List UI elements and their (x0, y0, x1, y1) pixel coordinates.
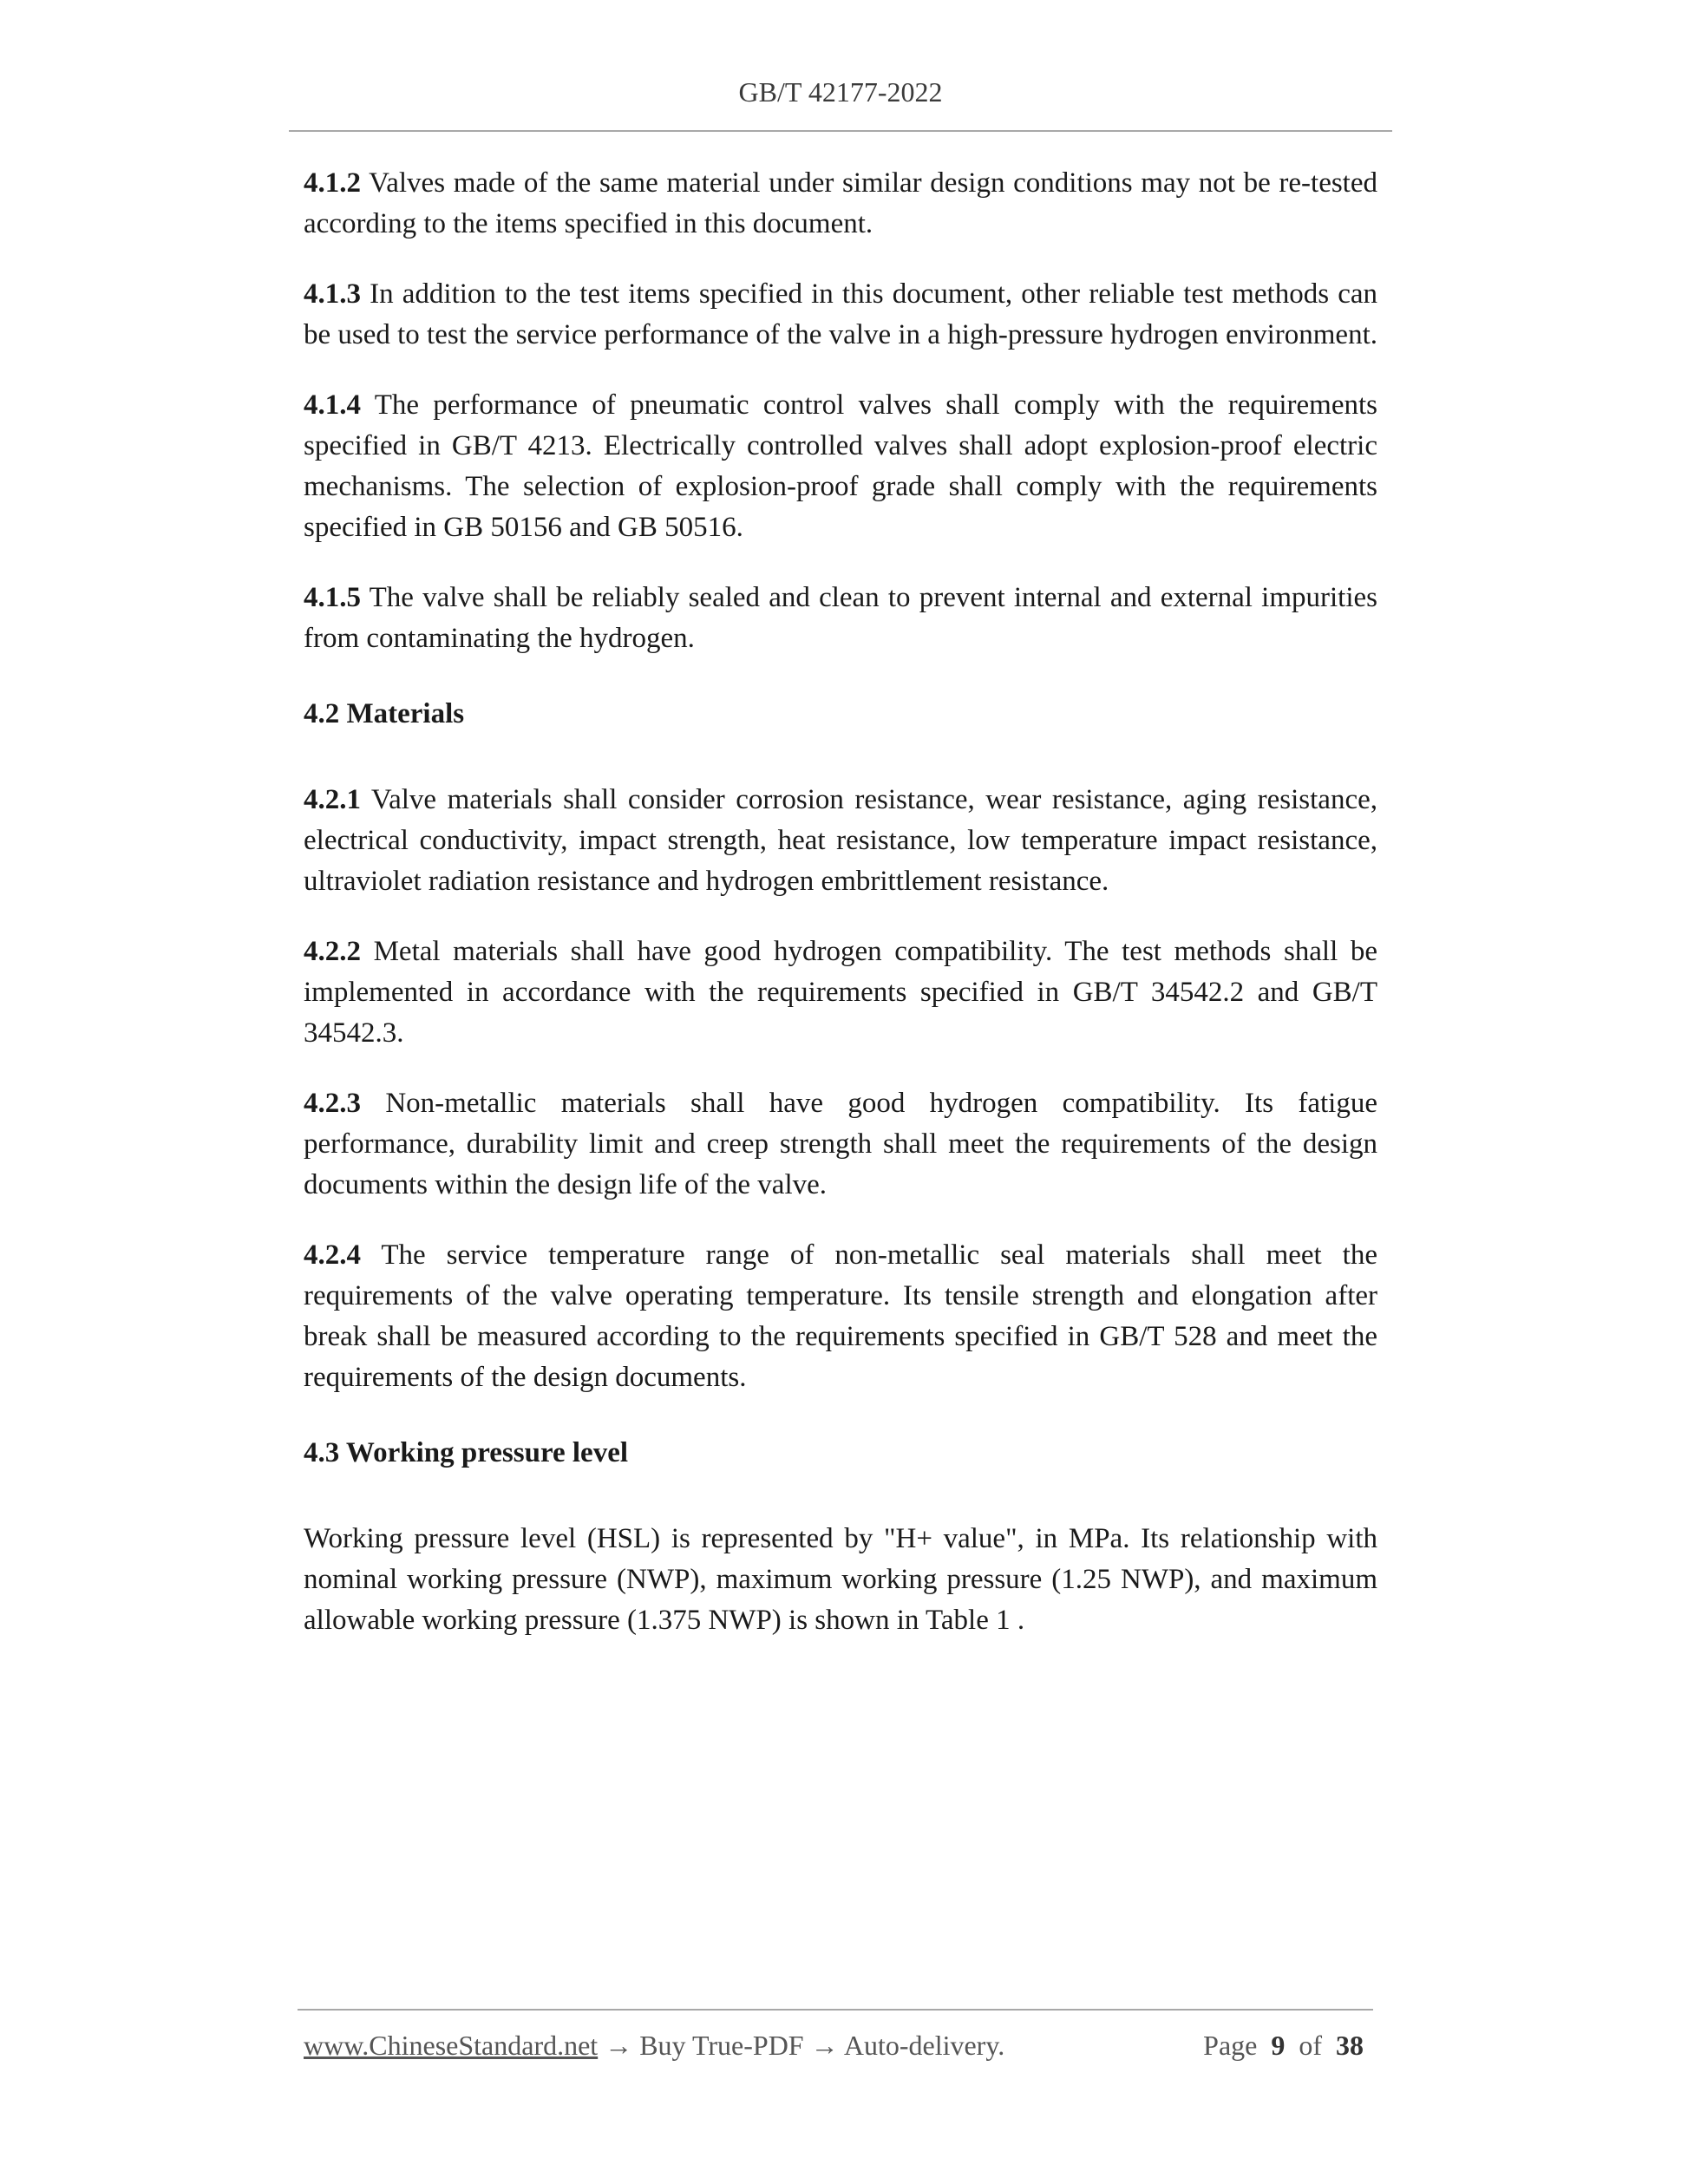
clause-4-2-3 (304, 1083, 1377, 1206)
clause-4-1-3 (304, 274, 1377, 356)
clause-text: Metal materials shall have good hydrogen compatibility. The test methods shall be implemented in accordance with the requirements specified in GB/T 34542.2 and GB/T 34542.3. (304, 936, 1377, 1049)
clause-text: The service temperature range of non-metallic seal materials shall meet the requirements of the valve operating temperature. Its tensile strength and elongation after break shall be measured according to the requirements specified in GB/T 528 and meet the requirements of the design documents. (304, 1239, 1377, 1393)
clause-4-2-1 (304, 780, 1377, 902)
clause-4-1-4 (304, 385, 1377, 548)
clause-number: 4.1.3 (304, 278, 361, 310)
clause-text: Valve materials shall consider corrosion resistance, wear resistance, aging resistance, electrical conductivity, impact strength, heat resistance, low temperature impact resistance, ultraviolet radiation resistance and hydrogen embrittlement resistance. (304, 784, 1377, 897)
footer-promo-text: → Buy True-PDF → Auto-delivery. (598, 2030, 1005, 2061)
footer-promo (304, 2030, 1004, 2062)
page-indicator (1203, 2030, 1364, 2062)
website-link[interactable]: www.ChineseStandard.net (304, 2030, 599, 2061)
clause-4-2-2 (304, 932, 1377, 1054)
footer-divider (298, 2009, 1373, 2011)
clause-number: 4.2.4 (304, 1239, 361, 1271)
clause-number: 4.1.5 (304, 582, 361, 613)
clause-text: The performance of pneumatic control valves shall comply with the requirements specified in GB/T 4213. Electrically controlled valves shall adopt explosion-proof electric mechanisms. The selection of explosion-proof grade shall comply with the requirements specified in GB 50156 and GB 50516. (304, 389, 1377, 543)
current-page-number: 9 (1271, 2030, 1286, 2061)
page-label: Page (1203, 2030, 1258, 2061)
header-divider (289, 130, 1392, 132)
section-heading-working-pressure-level: 4.3 Working pressure level (304, 1437, 629, 1468)
clause-4-1-2 (304, 163, 1377, 245)
clause-text: In addition to the test items specified in this document, other reliable test methods can be used to test the service performance of the valve in a high-pressure hydrogen environment. (304, 278, 1377, 350)
page-footer (304, 2030, 1364, 2068)
page-content (304, 163, 1377, 1671)
clause-text: Valves made of the same material under similar design conditions may not be re-tested according to the items specified in this document. (304, 167, 1377, 239)
of-label: of (1299, 2030, 1322, 2061)
clause-4-2-4 (304, 1235, 1377, 1398)
clause-number: 4.2.2 (304, 936, 361, 967)
clause-number: 4.1.2 (304, 167, 361, 199)
working-pressure-level-body: Working pressure level (HSL) is represented by "H+ value", in MPa. Its relationship with nominal working pressure (NWP), maximum working pressure (1.25 NWP), and maximum allowable working pressure (1.375 NWP) is shown in Table 1 . (304, 1523, 1377, 1636)
total-page-count: 38 (1336, 2030, 1364, 2061)
clause-text: Non-metallic materials shall have good hydrogen compatibility. Its fatigue performance, durability limit and creep strength shall meet the requirements of the design documents within the design life of the valve. (304, 1088, 1377, 1200)
clause-4-1-5 (304, 578, 1377, 659)
clause-number: 4.1.4 (304, 389, 361, 421)
document-code-header: GB/T 42177-2022 (738, 76, 943, 108)
clause-number: 4.2.1 (304, 784, 361, 815)
clause-text: The valve shall be reliably sealed and clean to prevent internal and external impurities from contaminating the hydrogen. (304, 582, 1377, 654)
section-heading-materials: 4.2 Materials (304, 698, 465, 729)
clause-number: 4.2.3 (304, 1088, 361, 1119)
